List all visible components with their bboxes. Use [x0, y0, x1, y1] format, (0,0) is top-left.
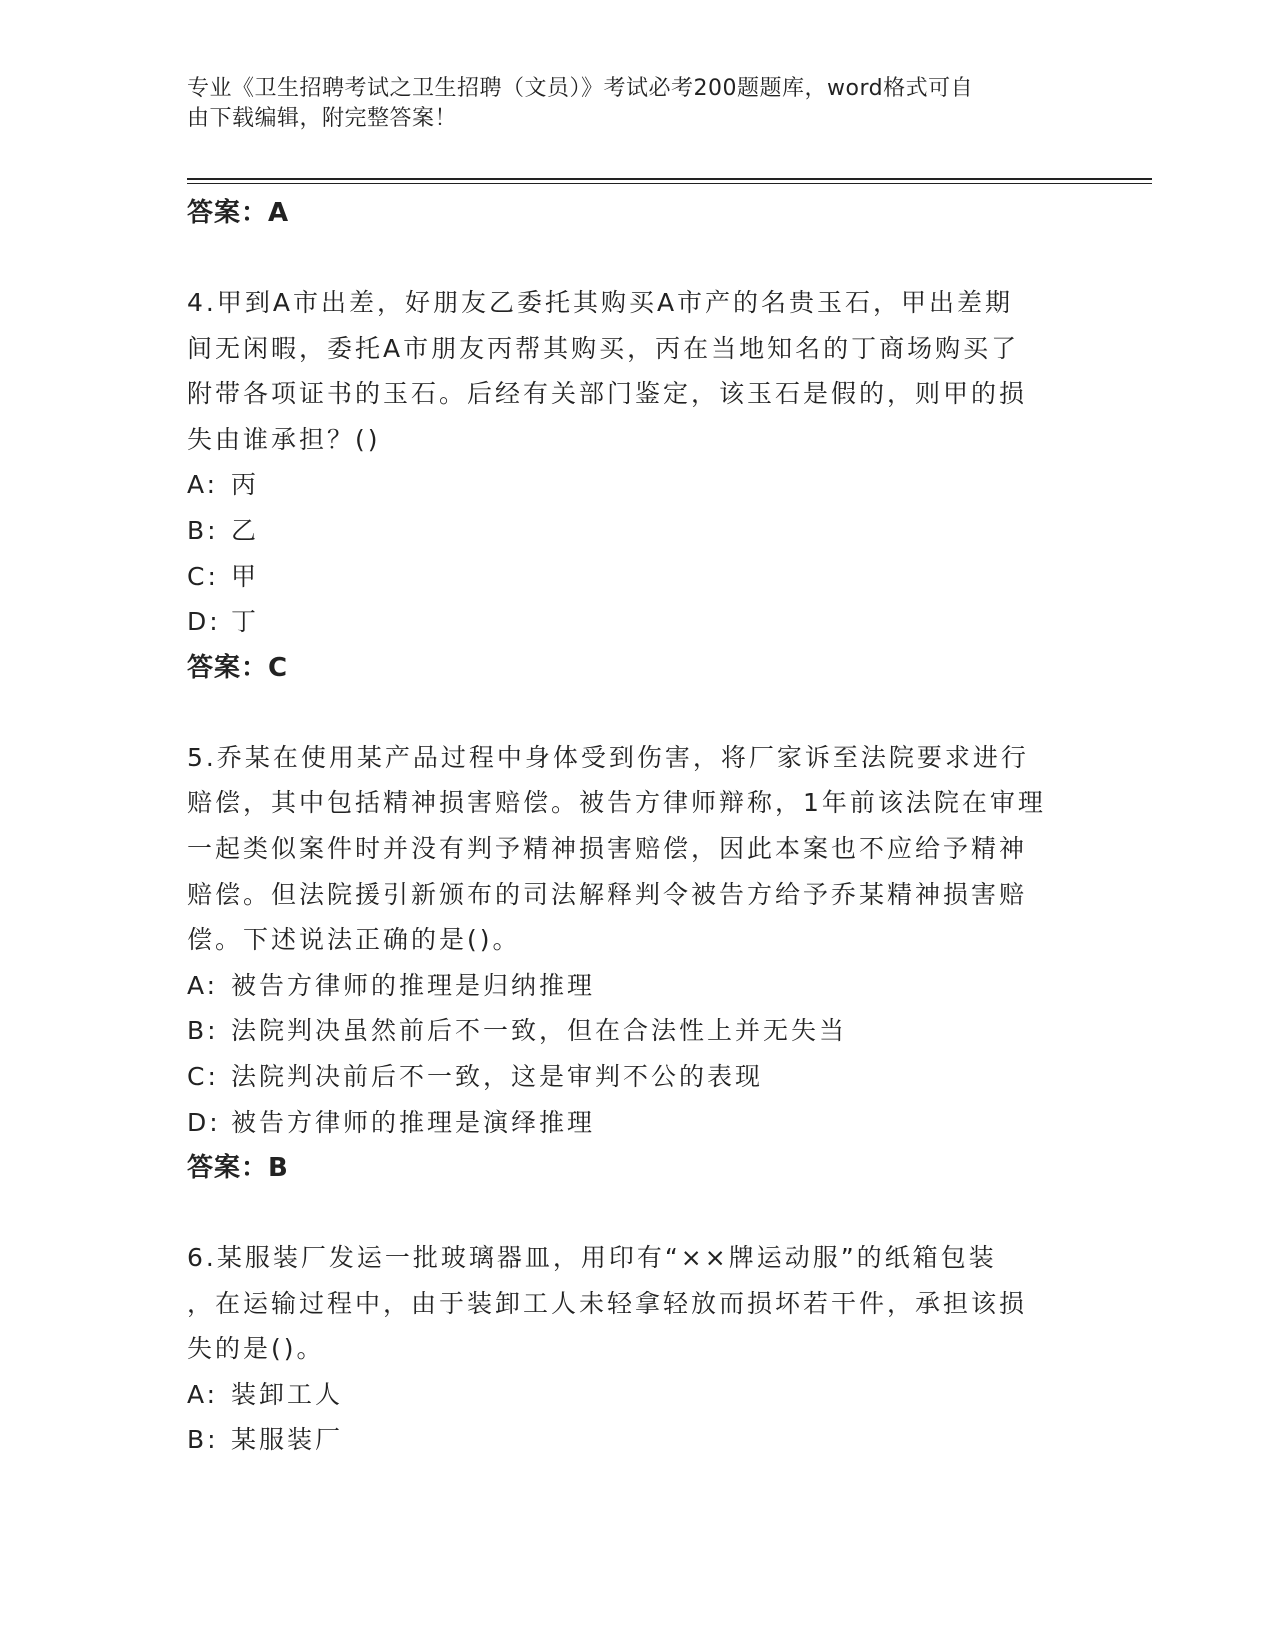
option-c [187, 554, 1087, 600]
stem-line: 5.乔某在使用某产品过程中身体受到伤害，将厂家诉至法院要求进行 [187, 742, 1029, 772]
option-text: 装卸工人 [231, 1379, 344, 1409]
option-text: 丁 [231, 607, 260, 637]
document-header [187, 74, 1087, 134]
option-text: 被告方律师的推理是归纳推理 [231, 970, 596, 1000]
option-text: 某服装厂 [231, 1425, 344, 1455]
question-block [187, 280, 1087, 691]
option-letter: A: [187, 470, 219, 500]
stem-line: 赔偿，其中包括精神损害赔偿。被告方律师辩称，1年前该法院在审理 [187, 788, 1046, 818]
option-letter: C: [187, 1061, 219, 1091]
stem-line: 6.某服装厂发运一批玻璃器皿，用印有“××牌运动服”的纸箱包装 [187, 1243, 997, 1273]
option-b [187, 1417, 1087, 1463]
stem-line: ，在运输过程中，由于装卸工人未轻拿轻放而损坏若干件，承担该损 [187, 1288, 1028, 1318]
header-line: 由下载编辑，附完整答案！ [187, 106, 458, 131]
option-c [187, 1054, 1087, 1100]
answer-line: 答案：B [187, 1153, 289, 1184]
stem-line: 偿。下述说法正确的是()。 [187, 925, 521, 955]
question-block [187, 1235, 1087, 1463]
question-stem [187, 1235, 1087, 1372]
answer-line: 答案：A [187, 198, 290, 228]
option-letter: D: [187, 1107, 221, 1137]
option-text: 丙 [231, 470, 260, 500]
header-line: 专业《卫生招聘考试之卫生招聘（文员）》考试必考200题题库，word格式可自 [187, 76, 974, 101]
option-letter: B: [187, 1016, 219, 1046]
question-list [187, 190, 1087, 1463]
question-stem [187, 280, 1087, 462]
option-letter: A: [187, 970, 219, 1000]
stem-line: 赔偿。但法院援引新颁布的司法解释判令被告方给予乔某精神损害赔 [187, 879, 1028, 909]
option-letter: D: [187, 607, 221, 637]
option-letter: C: [187, 561, 219, 591]
option-a [187, 963, 1087, 1009]
option-letter: B: [187, 1425, 219, 1455]
header-divider [187, 183, 1152, 184]
stem-line: 4.甲到A市出差，好朋友乙委托其购买A市产的名贵玉石，甲出差期 [187, 288, 1014, 317]
option-a [187, 462, 1087, 508]
option-letter: A: [187, 1379, 219, 1409]
option-a [187, 1372, 1087, 1418]
question-stem [187, 735, 1087, 963]
option-text: 被告方律师的推理是演绎推理 [231, 1107, 596, 1137]
option-text: 甲 [231, 561, 260, 591]
option-b [187, 1008, 1087, 1054]
option-letter: B: [187, 515, 219, 545]
header-divider [187, 178, 1152, 180]
stem-line: 一起类似案件时并没有判予精神损害赔偿，因此本案也不应给予精神 [187, 833, 1028, 863]
answer-line: 答案：C [187, 652, 289, 683]
question-block [187, 735, 1087, 1191]
option-text: 法院判决虽然前后不一致，但在合法性上并无失当 [231, 1016, 848, 1046]
stem-line: 附带各项证书的玉石。后经有关部门鉴定，该玉石是假的，则甲的损 [187, 379, 1028, 409]
option-b [187, 508, 1087, 554]
option-text: 乙 [231, 515, 260, 545]
option-d [187, 1100, 1087, 1146]
stem-line: 失的是()。 [187, 1334, 325, 1364]
stem-line: 间无闲暇，委托A市朋友丙帮其购买，丙在当地知名的丁商场购买了 [187, 333, 1020, 363]
option-text: 法院判决前后不一致，这是审判不公的表现 [231, 1061, 764, 1091]
option-d [187, 599, 1087, 645]
stem-line: 失由谁承担？() [187, 424, 381, 454]
